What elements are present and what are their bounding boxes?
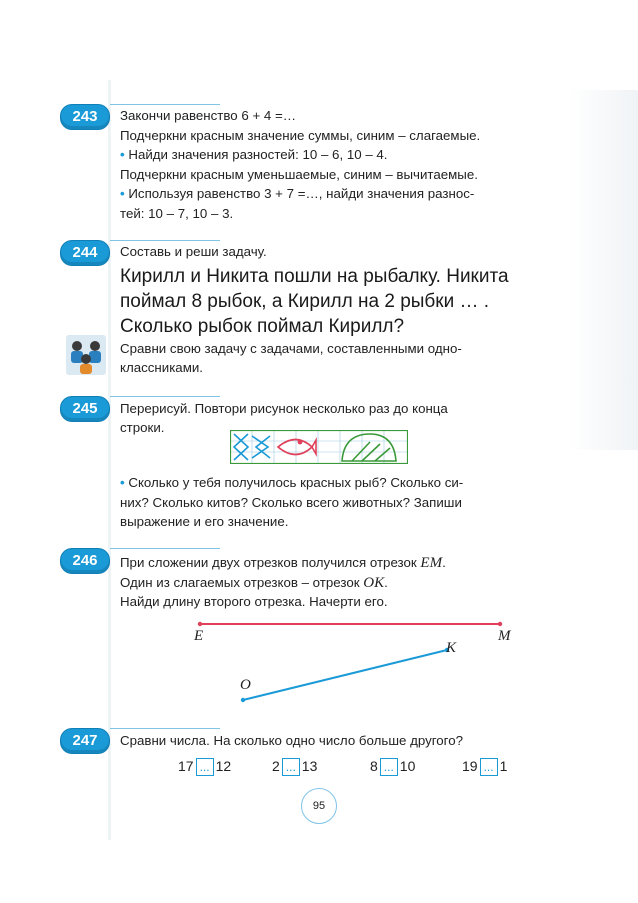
task-243-line-5: • Используя равенство 3 + 7 =…, найди значения разнос- [120, 186, 475, 201]
point-e [198, 622, 202, 626]
task-244-problem-1: Кирилл и Никита пошли на рыбалку. Никита [120, 266, 509, 287]
task-divider [110, 104, 220, 105]
bleed-through-shade [568, 90, 638, 450]
answer-box[interactable]: ... [282, 758, 300, 776]
task-divider [110, 548, 220, 549]
task-245-question-2: них? Сколько китов? Сколько всего животных? Запиши [120, 495, 462, 510]
page-number: 95 [301, 788, 337, 824]
task-244-problem-3: Сколько рыбок поймал Кирилл? [120, 316, 405, 337]
task-243-line-2: Подчеркни красным значение суммы, синим – слагаемые. [120, 128, 481, 143]
task-divider [110, 396, 220, 397]
task-245-question-3: выражение и его значение. [120, 514, 289, 529]
task-243-line-3: • Найди значения разностей: 10 – 6, 10 – 4. [120, 147, 388, 162]
green-whale-shape [342, 434, 396, 461]
label-e: E [194, 628, 204, 644]
compare-pair-2: 2 ... 13 [272, 758, 318, 775]
task-244-compare-2: классниками. [120, 360, 203, 375]
task-243-line-1: Закончи равенство 6 + 4 =… [120, 108, 297, 123]
task-246-line-3: Найди длину второго отрезка. Начерти его. [120, 594, 388, 609]
task-divider [110, 240, 220, 241]
task-247-text: Сравни числа. На сколько одно число больше другого? [120, 733, 464, 748]
task-245-line-1: Перерисуй. Повтори рисунок несколько раз до конца [120, 401, 448, 416]
point-m [498, 622, 502, 626]
answer-box[interactable]: ... [196, 758, 214, 776]
compare-pair-3: 8 ... 10 [370, 758, 416, 775]
task-244-problem-2: поймал 8 рыбок, а Кирилл на 2 рыбки … . [120, 291, 490, 312]
task-245-question-1: • Сколько у тебя получилось красных рыб? Сколько си- [120, 475, 464, 490]
label-k: K [446, 640, 457, 656]
answer-box[interactable]: ... [480, 758, 498, 776]
task-divider [110, 728, 220, 729]
task-245-line-2: строки. [120, 420, 165, 435]
page-binding-edge [108, 80, 111, 840]
task-number-badge: 247 [60, 728, 110, 754]
task-number-badge: 243 [60, 104, 110, 130]
classmates-icon [66, 335, 106, 375]
task-number-badge: 245 [60, 396, 110, 422]
task-number-badge: 246 [60, 548, 110, 574]
task-244-compare-1: Сравни свою задачу с задачами, составленными одно- [120, 341, 462, 356]
label-o: O [240, 677, 251, 693]
fish-whale-pattern [230, 430, 408, 464]
task-243-line-6: тей: 10 – 7, 10 – 3. [120, 206, 234, 221]
compare-pair-1: 17 ... 12 [178, 758, 232, 775]
task-246-line-1: При сложении двух отрезков получился отрезок EM. [120, 555, 446, 571]
segment-ok [243, 650, 447, 700]
task-243-line-4: Подчеркни красным уменьшаемые, синим – вычитаемые. [120, 167, 478, 182]
task-244-intro: Составь и реши задачу. [120, 244, 267, 259]
point-o [241, 698, 245, 702]
task-246-line-2: Один из слагаемых отрезков – отрезок OK. [120, 575, 388, 591]
compare-pair-4: 19 ... 1 [462, 758, 508, 775]
label-m: M [498, 628, 511, 644]
answer-box[interactable]: ... [380, 758, 398, 776]
segments-drawing [180, 610, 520, 710]
task-number-badge: 244 [60, 240, 110, 266]
